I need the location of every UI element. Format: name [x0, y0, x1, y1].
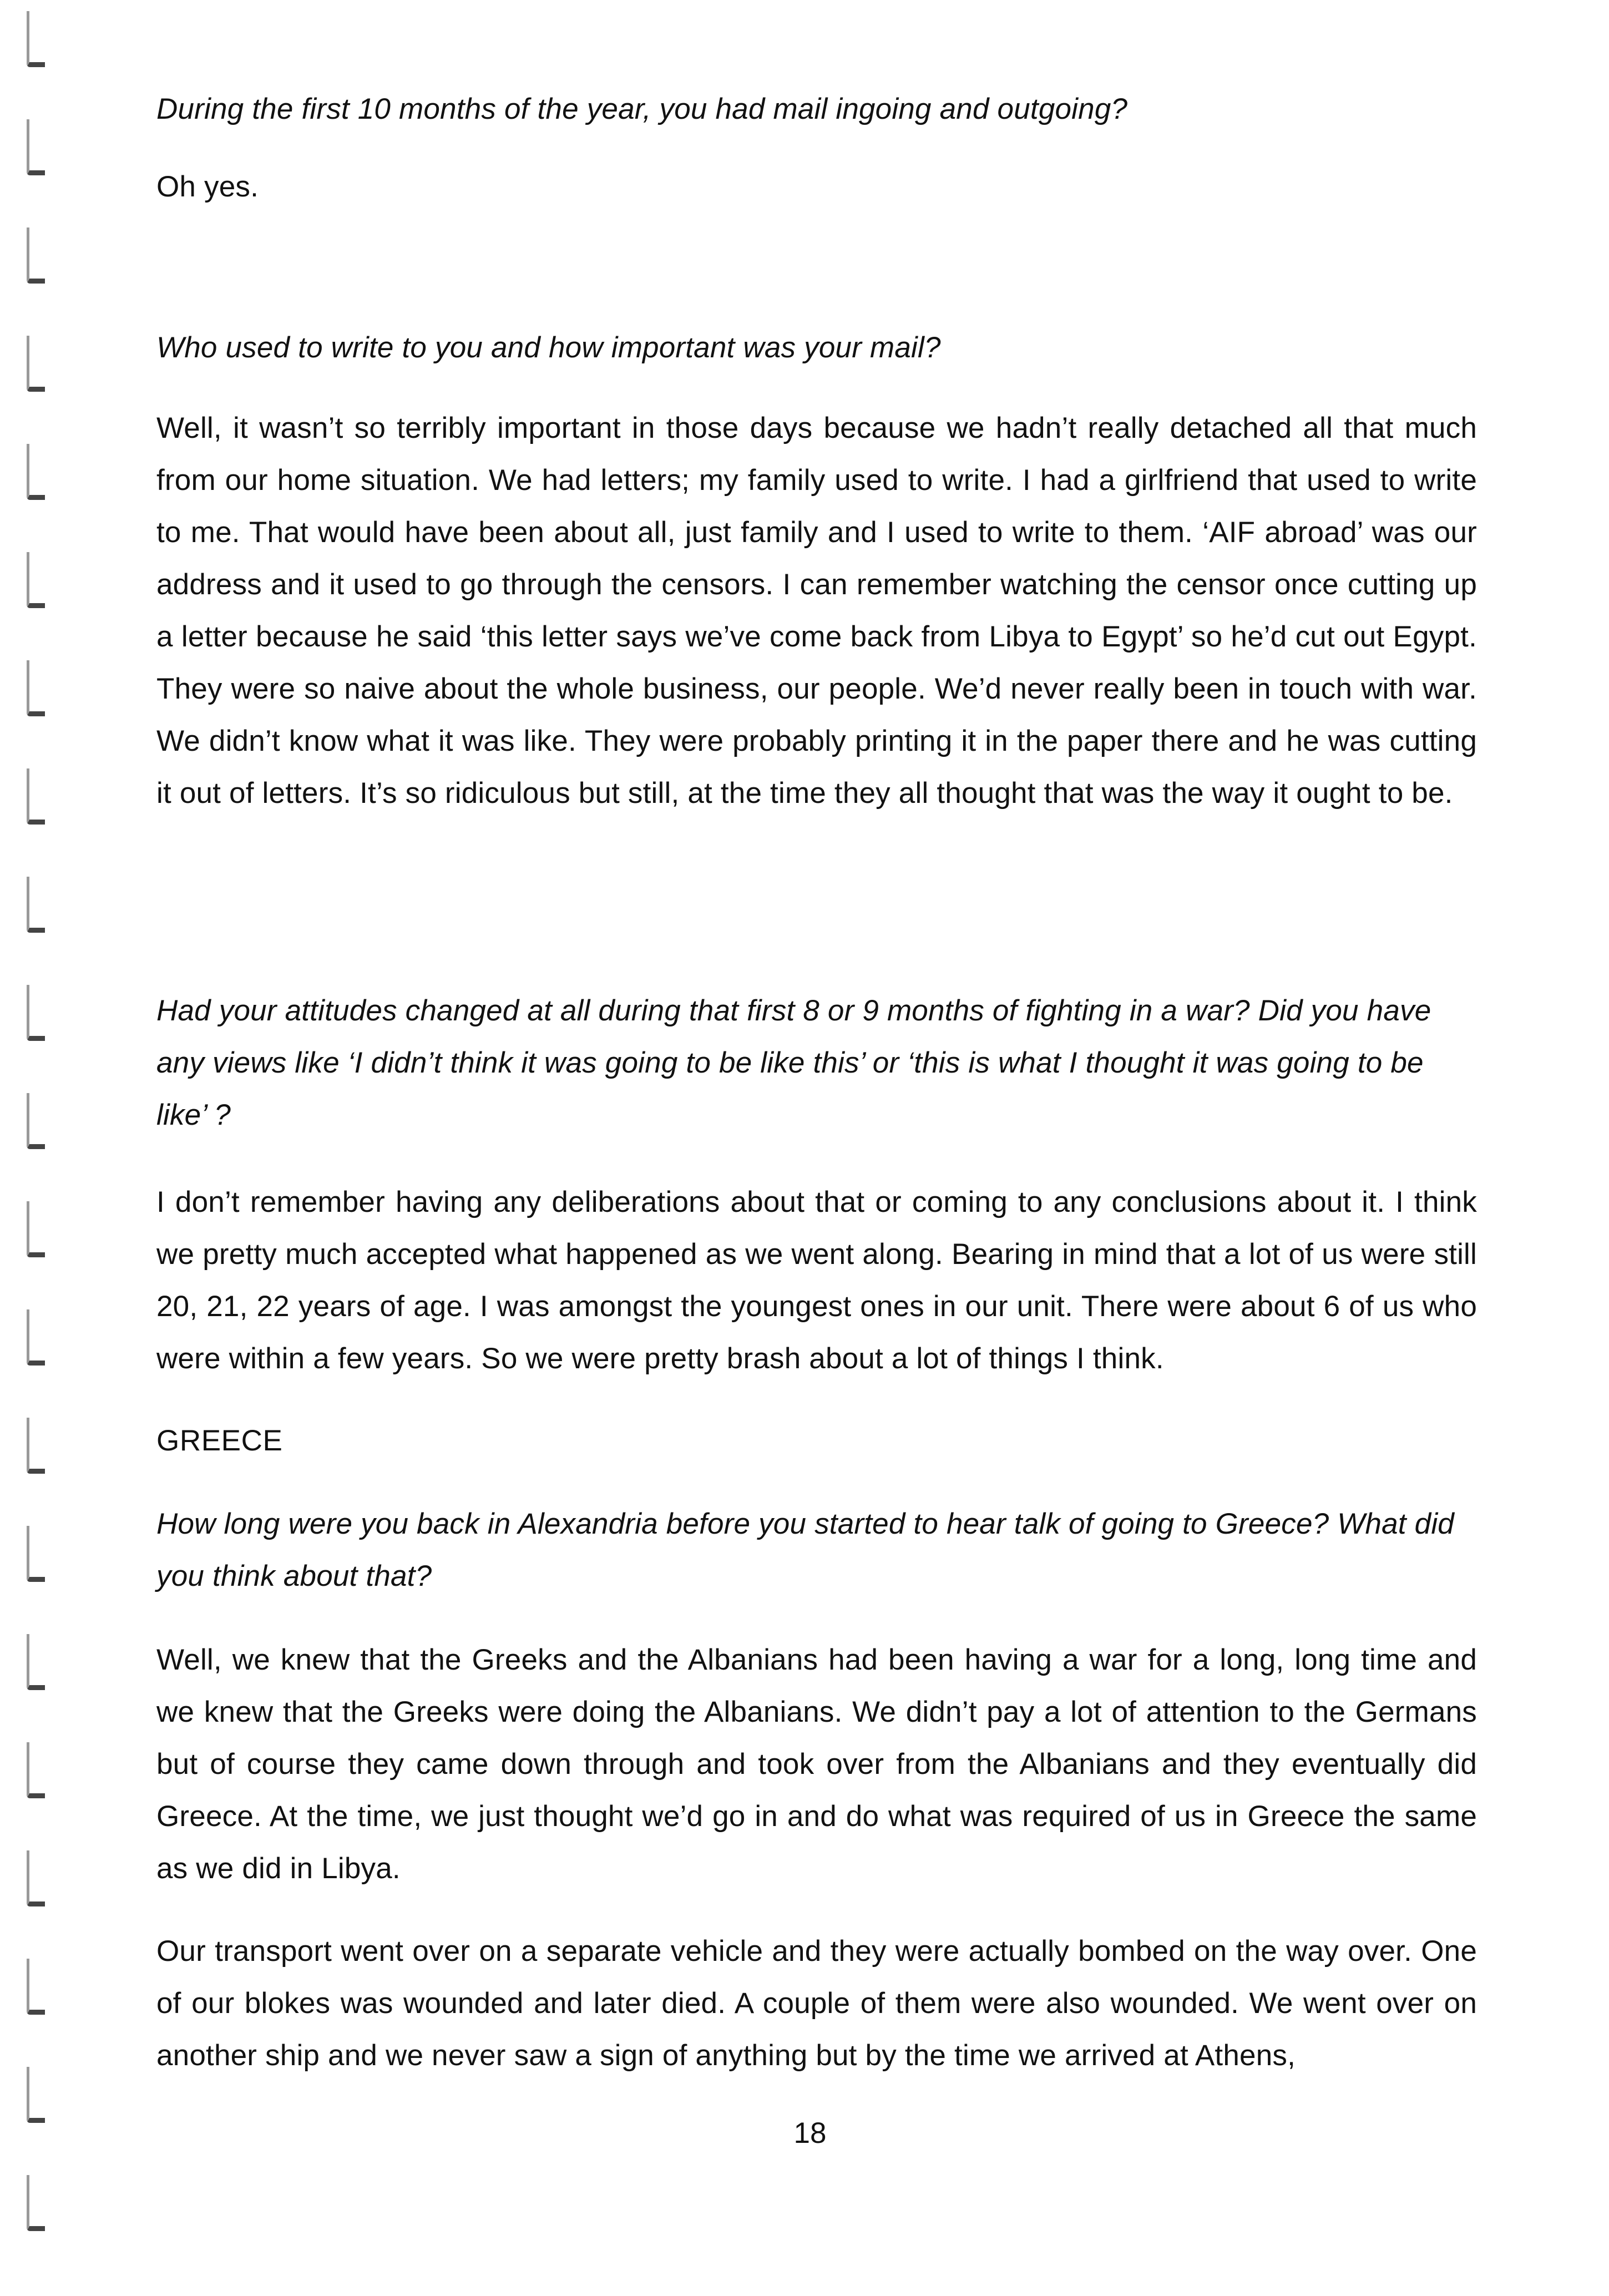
binding-ring: [27, 877, 45, 933]
interview-question: During the first 10 months of the year, you had mail ingoing and outgoing?: [156, 93, 1128, 125]
binding-ring: [27, 1850, 45, 1906]
section-heading: GREECE: [156, 1424, 283, 1457]
interview-question: Had your attitudes changed at all during that first 8 or 9 months of fighting in a war? Did you have any views like ‘I didn’t think it was going to be like this’ or ‘this is what I thought it was going to be like’ ?: [156, 994, 1431, 1131]
interview-answer: Oh yes.: [156, 170, 259, 203]
binding-ring: [27, 336, 45, 392]
interview-answer: Our transport went over on a separate vehicle and they were actually bombed on the way over. One of our blokes was wounded and later died. A couple of them were also wounded. We went over on another ship and we never saw a sign of anything but by the time we arrived at Athens,: [156, 1935, 1477, 2072]
binding-ring: [27, 2067, 45, 2123]
binding-ring: [27, 227, 45, 284]
binding-ring: [27, 552, 45, 608]
interview-question: Who used to write to you and how important was your mail?: [156, 331, 941, 364]
binding-ring: [27, 1201, 45, 1257]
binding-ring: [27, 1742, 45, 1798]
binding-ring: [27, 2175, 45, 2231]
binding-ring: [27, 1309, 45, 1366]
binding-ring: [27, 768, 45, 825]
binding-ring: [27, 11, 45, 67]
binding-ring: [27, 1634, 45, 1690]
binding-ring: [27, 444, 45, 500]
spiral-binding: [22, 0, 55, 2296]
binding-ring: [27, 660, 45, 716]
interview-answer: I don’t remember having any deliberations about that or coming to any conclusions about it. I think we pretty much accepted what happened as we went along. Bearing in mind that a lot of us were still 20, 21, 22 years of age. I was amongst the youngest ones in our unit. There were about 6 of us who were within a few years. So we were pretty brash about a lot of things I think.: [156, 1186, 1477, 1375]
interview-answer: Well, it wasn’t so terribly important in those days because we hadn’t really detached all that much from our home situation. We had letters; my family used to write. I had a girlfriend that used to write to me. That would have been about all, just family and I used to write to them. ‘AIF abroad’ was our address and it used to go through the censors. I can remember watching the censor once cutting up a letter because he said ‘this letter says we’ve come back from Libya to Egypt’ so he’d cut out Egypt. They were so naive about the whole business, our people. We’d never really been in touch with war. We didn’t know what it was like. They were probably printing it in the paper there and he was cutting it out of letters. It’s so ridiculous but still, at the time they all thought that was the way it ought to be.: [156, 412, 1477, 810]
binding-ring: [27, 119, 45, 175]
binding-ring: [27, 985, 45, 1041]
binding-ring: [27, 1418, 45, 1474]
binding-ring: [27, 1959, 45, 2015]
binding-ring: [27, 1526, 45, 1582]
binding-ring: [27, 1093, 45, 1149]
page-number: 18: [793, 2117, 827, 2150]
interview-answer: Well, we knew that the Greeks and the Albanians had been having a war for a long, long time and we knew that the Greeks were doing the Albanians. We didn’t pay a lot of attention to the Germans but of course they came down through and took over from the Albanians and they eventually did Greece. At the time, we just thought we’d go in and do what was required of us in Greece the same as we did in Libya.: [156, 1643, 1477, 1885]
interview-question: How long were you back in Alexandria before you started to hear talk of going to Greece? What did you think about that?: [156, 1508, 1454, 1592]
